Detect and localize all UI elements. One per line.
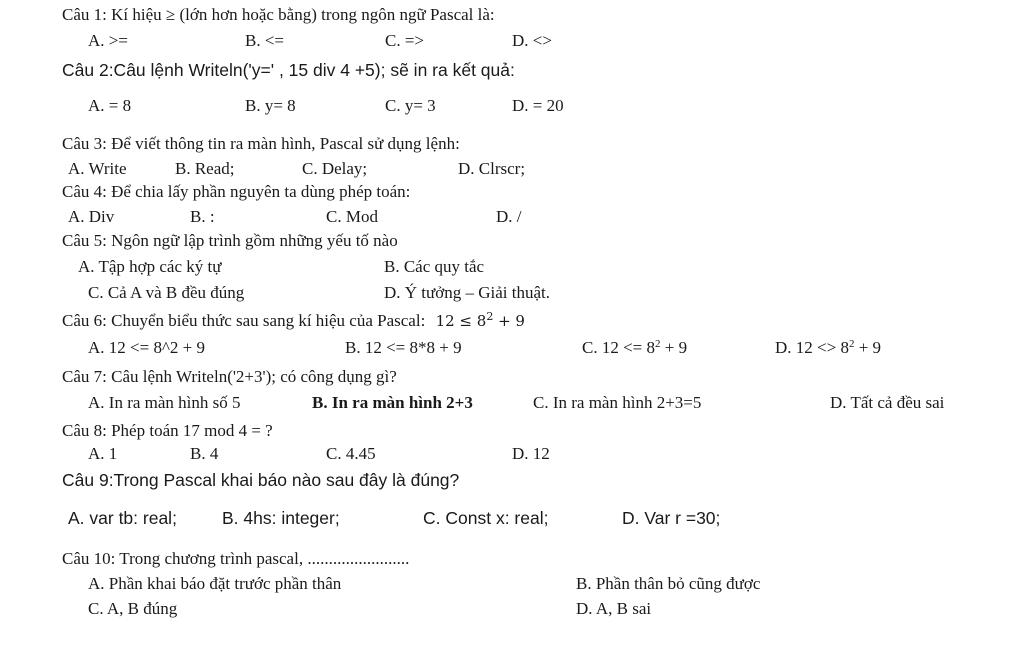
q6-option-a: A. 12 <= 8^2 + 9 xyxy=(88,338,206,357)
question-4: Câu 4: Để chia lấy phần nguyên ta dùng phép toán: xyxy=(62,182,411,201)
q4-option-d: D. / xyxy=(496,207,522,226)
q1-option-c: C. => xyxy=(385,31,425,50)
q3-option-a: A. Write xyxy=(68,159,127,178)
question-10: Câu 10: Trong chương trình pascal, ........................ xyxy=(62,549,410,568)
q8-option-d: D. 12 xyxy=(512,444,550,463)
q5-option-a: A. Tập hợp các ký tự xyxy=(78,257,222,276)
question-7: Câu 7: Câu lệnh Writeln('2+3'); có công dụng gì? xyxy=(62,367,397,386)
question-6-text: Câu 6: Chuyển biểu thức sau sang kí hiệu của Pascal: xyxy=(62,311,426,330)
q7-option-d: D. Tất cả đều sai xyxy=(830,393,945,412)
q9-option-b: B. 4hs: integer; xyxy=(222,508,340,528)
q4-option-c: C. Mod xyxy=(326,207,378,226)
q5-option-c: C. Cả A và B đều đúng xyxy=(88,283,245,302)
q6-option-b: B. 12 <= 8*8 + 9 xyxy=(345,338,462,357)
q7-option-a: A. In ra màn hình số 5 xyxy=(88,393,241,412)
q3-option-b: B. Read; xyxy=(175,159,235,178)
q4-option-b: B. : xyxy=(190,207,215,226)
q4-option-a: A. Div xyxy=(68,207,115,226)
q10-option-d: D. A, B sai xyxy=(576,599,652,618)
q9-option-c: C. Const x: real; xyxy=(423,508,549,528)
q6-option-c: C. $12 <= 8^2 + 9$ xyxy=(582,338,688,357)
q5-option-d: D. Ý tưởng – Giải thuật. xyxy=(384,283,550,302)
q6-expression: $12 \le 8^2 + 9$ xyxy=(435,310,525,330)
question-6 xyxy=(62,311,525,331)
question-9: Câu 9:Trong Pascal khai báo nào sau đây là đúng? xyxy=(62,470,460,490)
question-5: Câu 5: Ngôn ngữ lập trình gồm những yếu tố nào xyxy=(62,231,398,250)
q8-option-a: A. 1 xyxy=(88,444,118,463)
q1-option-d: D. <> xyxy=(512,31,552,50)
q2-option-c: C. y= 3 xyxy=(385,96,436,115)
q2-option-b: B. y= 8 xyxy=(245,96,296,115)
q2-option-a: A. = 8 xyxy=(88,96,132,115)
q2-option-d: D. = 20 xyxy=(512,96,564,115)
q10-option-c: C. A, B đúng xyxy=(88,599,178,618)
q3-option-c: C. Delay; xyxy=(302,159,368,178)
q7-option-c: C. In ra màn hình 2+3=5 xyxy=(533,393,702,412)
q8-option-b: B. 4 xyxy=(190,444,219,463)
q3-option-d: D. Clrscr; xyxy=(458,159,526,178)
question-3: Câu 3: Để viết thông tin ra màn hình, Pascal sử dụng lệnh: xyxy=(62,134,460,153)
q6-option-d: D. $12 <> 8^2 + 9$ xyxy=(775,338,882,357)
question-2: Câu 2:Câu lệnh Writeln('y=' , 15 div 4 +5); sẽ in ra kết quả: xyxy=(62,60,515,80)
q10-option-a: A. Phần khai báo đặt trước phần thân xyxy=(88,574,342,593)
q10-option-b: B. Phần thân bỏ cũng được xyxy=(576,574,761,593)
q9-option-a: A. var tb: real; xyxy=(68,508,177,528)
q1-option-a: A. >= xyxy=(88,31,128,50)
question-1: Câu 1: Kí hiệu ≥ (lớn hơn hoặc bằng) trong ngôn ngữ Pascal là: xyxy=(62,5,495,24)
q1-option-b: B. <= xyxy=(245,31,285,50)
q8-option-c: C. 4.45 xyxy=(326,444,376,463)
q7-option-b: B. In ra màn hình 2+3 xyxy=(312,393,473,412)
q5-option-b: B. Các quy tắc xyxy=(384,257,485,276)
q9-option-d: D. Var r =30; xyxy=(622,508,721,528)
question-8: Câu 8: Phép toán 17 mod 4 = ? xyxy=(62,421,273,440)
